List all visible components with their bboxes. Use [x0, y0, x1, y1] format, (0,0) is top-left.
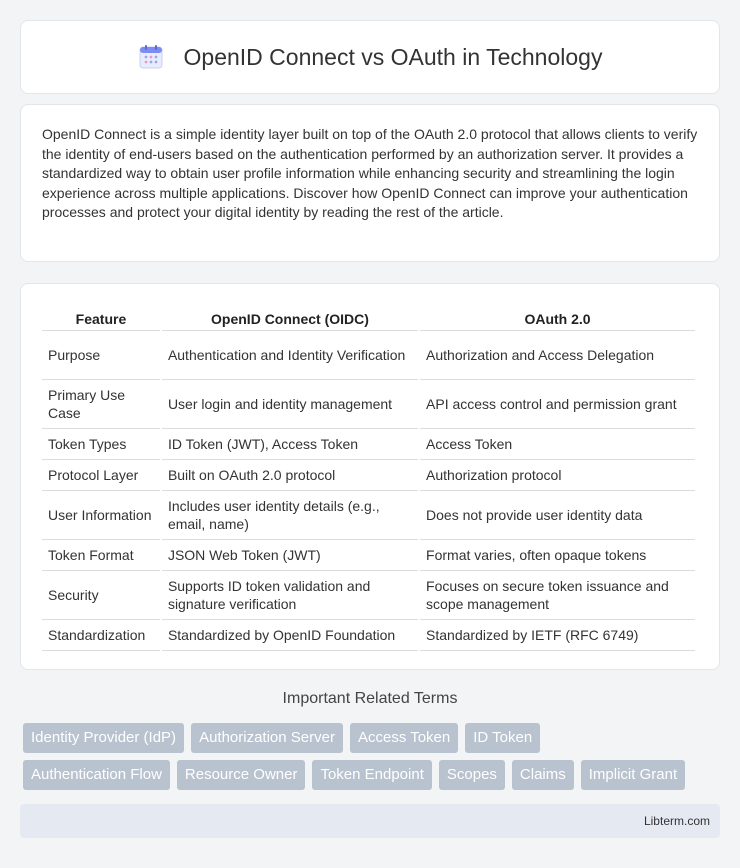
- table-cell: Authentication and Identity Verification: [162, 331, 418, 380]
- footer-site-link[interactable]: Libterm.com: [643, 814, 710, 828]
- tag-authentication-flow[interactable]: Authentication Flow: [23, 760, 170, 790]
- tag-identity-provider[interactable]: Identity Provider (IdP): [23, 723, 184, 753]
- comparison-table: [40, 304, 697, 651]
- table-row: [42, 491, 695, 540]
- table-cell: Protocol Layer: [42, 460, 160, 491]
- table-cell: Standardized by IETF (RFC 6749): [420, 620, 695, 651]
- table-cell: Format varies, often opaque tokens: [420, 540, 695, 571]
- tag-token-endpoint[interactable]: Token Endpoint: [312, 760, 431, 790]
- table-header-oidc: OpenID Connect (OIDC): [162, 304, 418, 331]
- related-tags: [23, 723, 723, 797]
- tag-scopes[interactable]: Scopes: [439, 760, 505, 790]
- table-row: [42, 620, 695, 651]
- table-row: [42, 460, 695, 491]
- table-cell: Authorization and Access Delegation: [420, 331, 695, 380]
- header-card: [20, 20, 720, 94]
- table-cell: Supports ID token validation and signature verification: [162, 571, 418, 620]
- table-header-feature: Feature: [42, 304, 160, 331]
- comparison-card: [20, 283, 720, 670]
- table-cell: Token Format: [42, 540, 160, 571]
- table-cell: User login and identity management: [162, 380, 418, 429]
- table-cell: Token Types: [42, 429, 160, 460]
- table-cell: Standardization: [42, 620, 160, 651]
- table-cell: Primary Use Case: [42, 380, 160, 429]
- table-cell: Purpose: [42, 331, 160, 380]
- calendar-icon: [138, 44, 164, 70]
- table-row: [42, 540, 695, 571]
- table-cell: User Information: [42, 491, 160, 540]
- table-cell: API access control and permission grant: [420, 380, 695, 429]
- table-cell: Security: [42, 571, 160, 620]
- tag-id-token[interactable]: ID Token: [465, 723, 540, 753]
- table-header-oauth: OAuth 2.0: [420, 304, 695, 331]
- related-terms-title: Important Related Terms: [282, 690, 458, 707]
- intro-paragraph: OpenID Connect is a simple identity layer built on top of the OAuth 2.0 protocol that allows clients to verify the identity of end-users based on the authentication performed by an authorization server. It provides a standardized way to obtain user profile information while enhancing security and streamlining the login experience across multiple applications. Discover how OpenID Connect can improve your authentication processes and protect your digital identity by reading the rest of the article.: [42, 126, 698, 220]
- table-row: [42, 429, 695, 460]
- tag-resource-owner[interactable]: Resource Owner: [177, 760, 306, 790]
- table-cell: Focuses on secure token issuance and scope management: [420, 571, 695, 620]
- table-cell: Access Token: [420, 429, 695, 460]
- page-title: OpenID Connect vs OAuth in Technology: [183, 43, 603, 70]
- table-cell: Built on OAuth 2.0 protocol: [162, 460, 418, 491]
- table-cell: ID Token (JWT), Access Token: [162, 429, 418, 460]
- footer: [20, 804, 720, 838]
- tag-authorization-server[interactable]: Authorization Server: [191, 723, 343, 753]
- table-row: [42, 571, 695, 620]
- tag-access-token[interactable]: Access Token: [350, 723, 458, 753]
- table-row: [42, 380, 695, 429]
- table-cell: Does not provide user identity data: [420, 491, 695, 540]
- table-cell: Includes user identity details (e.g., email, name): [162, 491, 418, 540]
- tag-row: [23, 760, 723, 790]
- table-cell: Authorization protocol: [420, 460, 695, 491]
- table-cell: Standardized by OpenID Foundation: [162, 620, 418, 651]
- tag-row: [23, 723, 723, 753]
- table-cell: JSON Web Token (JWT): [162, 540, 418, 571]
- tag-implicit-grant[interactable]: Implicit Grant: [581, 760, 685, 790]
- tag-claims[interactable]: Claims: [512, 760, 574, 790]
- intro-card: [20, 104, 720, 262]
- table-row: [42, 331, 695, 380]
